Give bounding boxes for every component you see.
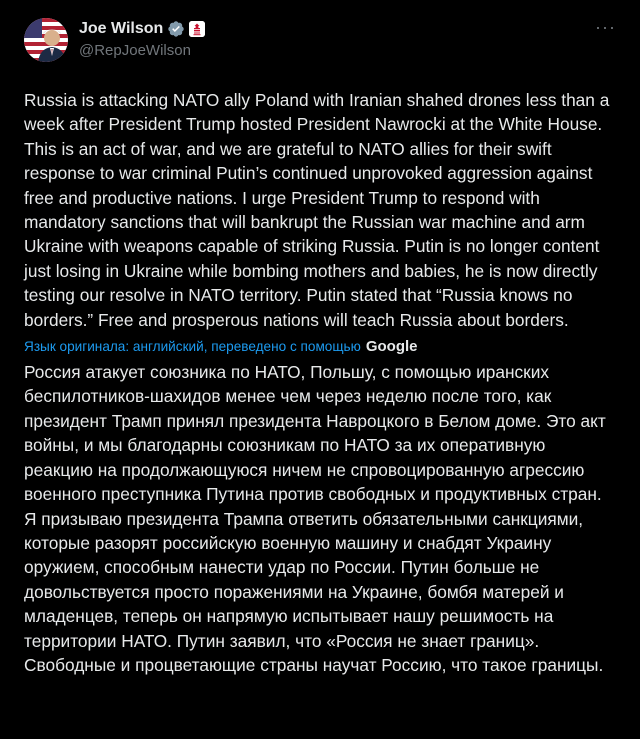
translation-note-label[interactable]: Язык оригинала: английский, переведено с помощью bbox=[24, 339, 361, 355]
us-congress-affiliate-icon[interactable] bbox=[189, 21, 205, 37]
name-row bbox=[79, 19, 205, 39]
translated-text: Россия атакует союзника по НАТО, Польшу, с помощью иранских беспилотников-шахидов менее чем через неделю после того, как президент Трамп принял президента Навроцкого в Белом доме. Это акт войны, и мы благодарны союзникам по НАТО за их оперативную реакцию на продолжающуюся ничем не спровоцированную агрессию военного преступника Путина против свободных и продуктивных стран. Я призываю президента Трампа ответить обязательными санкциями, которые разорят российскую военную машину и снабдят Украину оружием, способным нанести удар по России. Путин больше не довольствуется просто поражениями на Украине, бомбя матерей и младенцев, теперь он напрямую испытывает нашу решимость на территории НАТО. Путин заявил, что «Россия не знает границ». Свободные и процветающие страны научат Россию, что такое границы. bbox=[24, 362, 606, 675]
handle[interactable]: @RepJoeWilson bbox=[79, 42, 191, 59]
tweet-header bbox=[24, 14, 616, 74]
author-info bbox=[79, 19, 205, 59]
google-logo-text: Google bbox=[365, 338, 418, 356]
translation-note[interactable] bbox=[24, 337, 616, 357]
flag-portrait-avatar-icon bbox=[24, 18, 68, 62]
more-options-icon[interactable]: ··· bbox=[595, 17, 616, 37]
congress-seal-icon bbox=[189, 21, 205, 37]
verified-badge-icon[interactable] bbox=[167, 20, 185, 38]
avatar[interactable] bbox=[24, 18, 68, 62]
tweet-text: Russia is attacking NATO ally Poland with Iranian shahed drones less than a week after President Trump hosted President Nawrocki at the White House. This is an act of war, and we are grateful to NATO allies for their swift response to war criminal Putin’s continued unprovoked aggression against free and productive nations. I urge President Trump to respond with mandatory sanctions that will bankrupt the Russian war machine and arm Ukraine with weapons capable of striking Russia. Putin is no longer content just losing in Ukraine while bombing mothers and babies, he is now directly testing our resolve in NATO territory. Putin stated that “Russia knows no borders.” Free and prosperous nations will teach Russia about borders. bbox=[24, 90, 610, 330]
display-name[interactable]: Joe Wilson bbox=[79, 20, 164, 37]
